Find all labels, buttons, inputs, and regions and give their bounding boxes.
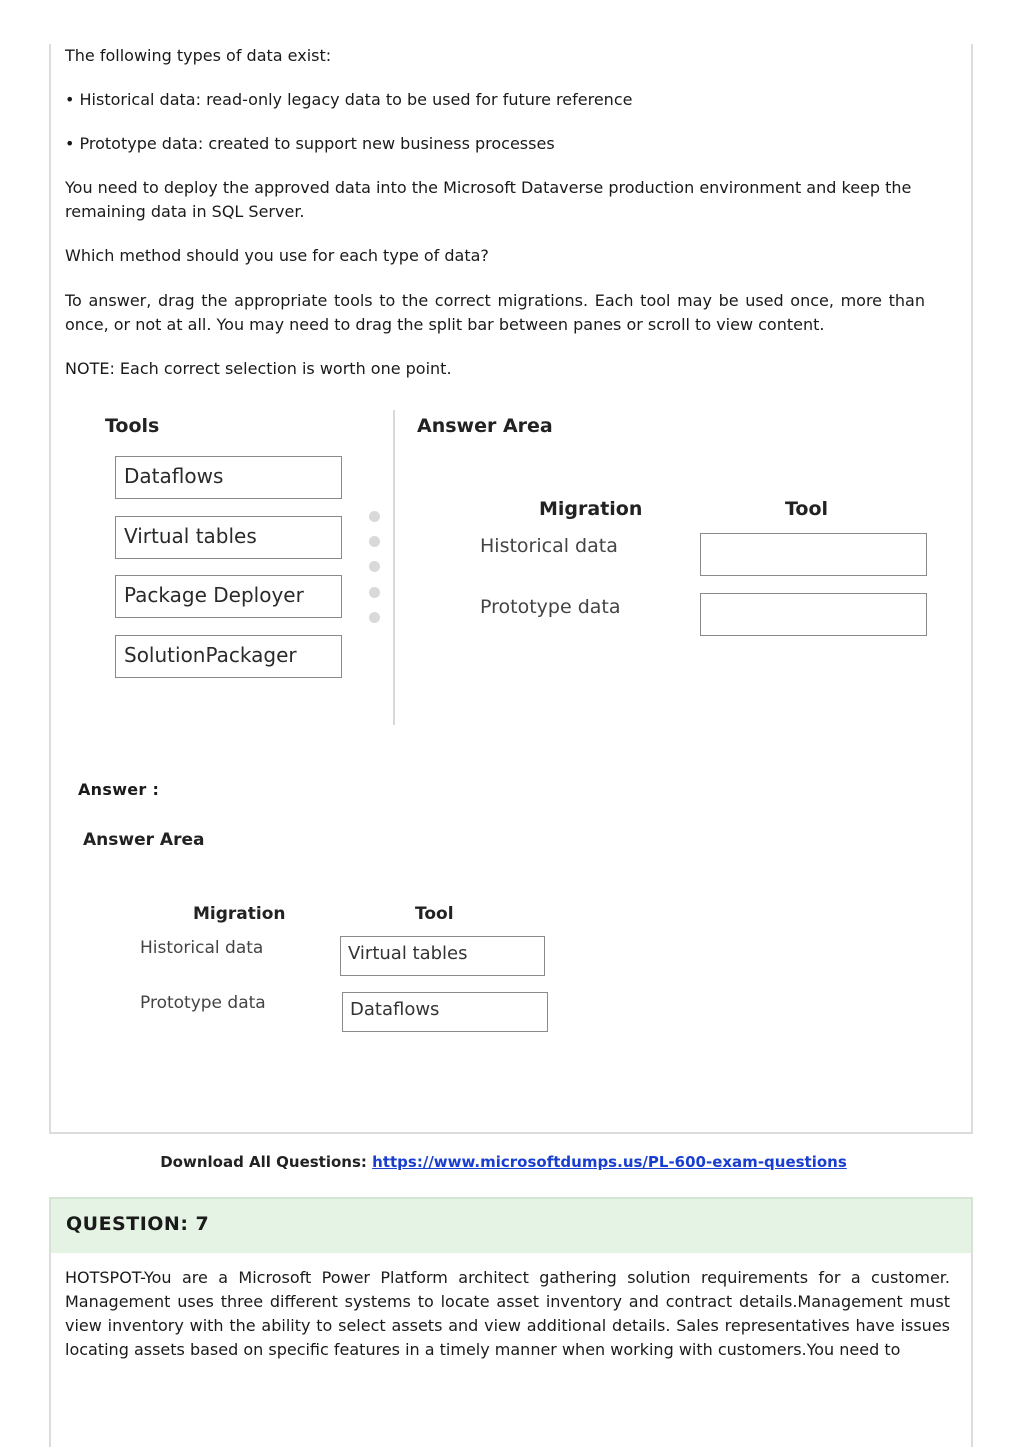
bullet-historical: • Historical data: read-only legacy data to be used for future reference — [65, 90, 633, 109]
migration-historical: Historical data — [480, 535, 618, 557]
instructions-text: To answer, drag the appropriate tools to the correct migrations. Each tool may be used once, more than once, or not at all. You may need to drag the split bar between panes or scroll to view content. — [65, 291, 925, 334]
question-title: QUESTION: 7 — [66, 1213, 210, 1235]
tool-package-deployer[interactable]: Package Deployer — [115, 575, 342, 618]
grip-dot — [369, 511, 380, 522]
answer-label: Answer : — [78, 780, 160, 799]
migration-heading: Migration — [539, 498, 643, 520]
download-link[interactable]: https://www.microsoftdumps.us/PL-600-exam-questions — [372, 1153, 847, 1171]
which-text: Which method should you use for each type of data? — [65, 246, 489, 265]
split-bar[interactable] — [393, 410, 395, 725]
tool-solutionpackager[interactable]: SolutionPackager — [115, 635, 342, 678]
question-text: HOTSPOT-You are a Microsoft Power Platform architect gathering solution requirements for a customer. Management uses three different systems to locate asset inventory and contract details.Management must view inventory with the ability to select assets and view additional details. Sales representatives have issues locating assets based on specific features in a timely manner when working with customers.You need to — [65, 1268, 950, 1359]
grip-dot — [369, 587, 380, 598]
tool-virtual-tables[interactable]: Virtual tables — [115, 516, 342, 559]
answer-migration-prototype: Prototype data — [140, 993, 266, 1013]
grip-dot — [369, 612, 380, 623]
tool-dataflows[interactable]: Dataflows — [115, 456, 342, 499]
drop-target-historical[interactable] — [700, 533, 927, 576]
deploy-text: You need to deploy the approved data into the Microsoft Dataverse production environment and keep the remaining data in SQL Server. — [65, 178, 912, 221]
bullet-prototype: • Prototype data: created to support new business processes — [65, 134, 555, 153]
answer-area-heading-2: Answer Area — [83, 830, 205, 850]
answer-tool-historical: Virtual tables — [340, 936, 545, 976]
download-line — [0, 1153, 1007, 1171]
answer-tool-heading: Tool — [415, 904, 454, 924]
question-header — [49, 1197, 973, 1253]
answer-migration-heading: Migration — [193, 904, 286, 924]
note-text: NOTE: Each correct selection is worth one point. — [65, 359, 452, 378]
drop-target-prototype[interactable] — [700, 593, 927, 636]
grip-dot — [369, 536, 380, 547]
data-types-text: The following types of data exist: — [65, 46, 332, 65]
migration-prototype: Prototype data — [480, 596, 621, 618]
answer-migration-historical: Historical data — [140, 938, 264, 958]
answer-area-heading: Answer Area — [417, 415, 553, 437]
answer-tool-prototype: Dataflows — [342, 992, 548, 1032]
download-label: Download All Questions: — [160, 1153, 367, 1171]
tools-heading: Tools — [105, 415, 160, 437]
grip-dot — [369, 561, 380, 572]
tool-heading: Tool — [785, 498, 829, 520]
